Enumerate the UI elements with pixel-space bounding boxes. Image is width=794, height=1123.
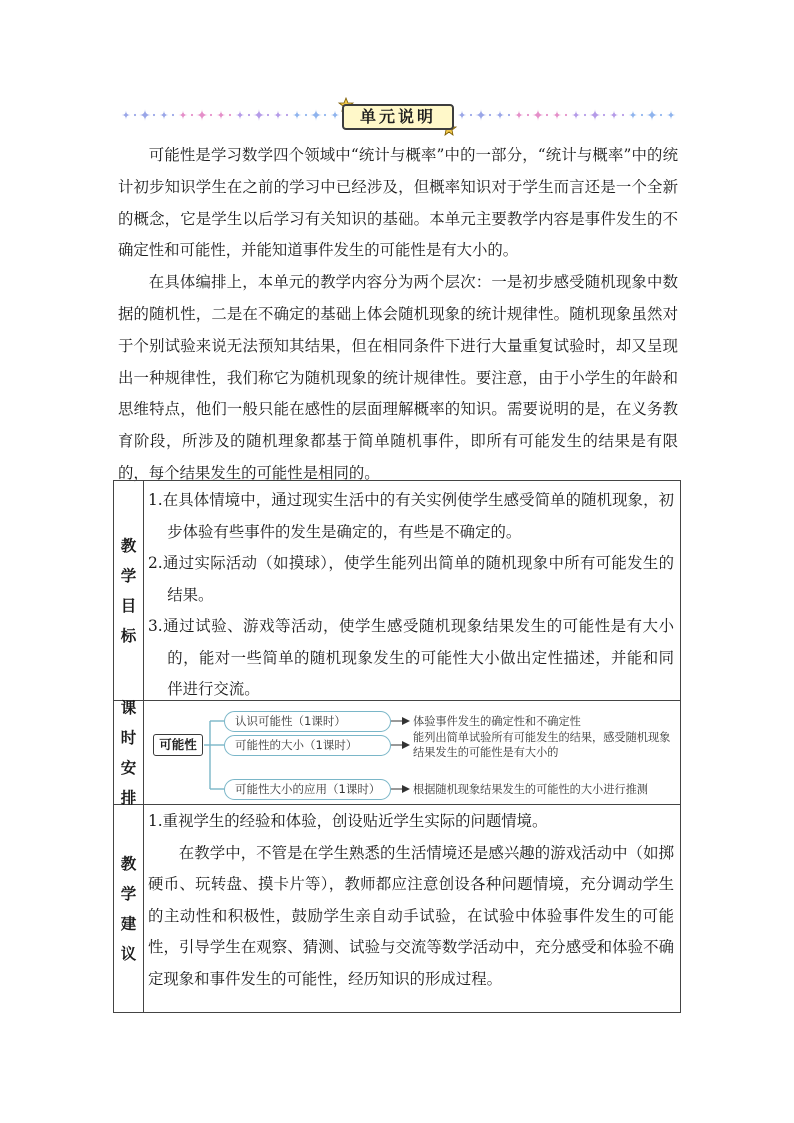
intro-paragraph: 可能性是学习数学四个领域中“统计与概率”中的一部分，“统计与概率”中的统计初步知识学生在之前的学习中已经涉及，但概率知识对于学生而言还是一个全新的概念，它是学生以后学习有关知识的基础。本单元主要教学内容是事件发生的不确定性和可能性，并能知道事件发生的可能性是有大小的。 (118, 146, 678, 260)
schedule-branch: 认识可能性（1课时） (224, 711, 391, 732)
sparkle-icon (458, 111, 467, 120)
suggestions-row (114, 805, 680, 1012)
unit-table (113, 480, 681, 1013)
dot-icon (489, 114, 491, 116)
arrow-right-icon (402, 785, 410, 793)
goal-item: 1.在具体情境中，通过现实生活中的有关实例使学生感受简单的随机现象，初步体验有些事件的发生是确定的，有些是不确定的。 (148, 491, 674, 541)
suggestion-paragraph: 在教学中，不管是在学生熟悉的生活情境还是感兴趣的游戏活动中（如掷硬币、玩转盘、摸卡片等），教师都应注意创设各种问题情境，充分调动学生的主动性和积极性，鼓励学生亲自动手试验，在试验中体验事件发生的可能性，引导学生在观察、猜测、试验与交流等数学活动中，充分感受和体验不确定现象和事件发生的可能性，经历知识的形成过程。 (148, 843, 674, 988)
sparkle-icon (515, 111, 524, 120)
sparkle-icon (122, 111, 131, 120)
dot-icon (153, 114, 155, 116)
goals-row (114, 481, 680, 701)
suggestions-heading: 教 学 建 议 (114, 805, 144, 1012)
dot-icon (508, 114, 510, 116)
dot-icon (286, 114, 288, 116)
dot-icon (172, 114, 174, 116)
suggestions-content (148, 806, 674, 995)
schedule-desc: 能列出简单试验所有可能发生的结果，感受随机现象结果发生的可能性是有大小的 (413, 731, 671, 759)
intro-text (118, 140, 678, 490)
schedule-desc: 根据随机现象结果发生的可能性的大小进行推测 (413, 783, 648, 796)
sparkle-icon (293, 111, 302, 120)
schedule-heading: 课 时 安 排 (114, 701, 144, 804)
sparkle-icon (496, 111, 505, 120)
dot-icon (210, 114, 212, 116)
sparkle-icon (572, 111, 581, 120)
dot-icon (660, 114, 662, 116)
banner-title: 单元说明 (342, 104, 454, 130)
sparkle-icon (475, 109, 487, 121)
sparkle-icon (310, 109, 322, 121)
schedule-row (114, 698, 680, 807)
dot-icon (267, 114, 269, 116)
sparkle-icon (646, 109, 658, 121)
dot-icon (248, 114, 250, 116)
sparkle-icon (160, 111, 169, 120)
arrow-right-icon (402, 741, 410, 749)
goals-content (148, 485, 674, 706)
schedule-diagram (148, 701, 680, 805)
sparkle-icon (139, 109, 151, 121)
dot-icon (584, 114, 586, 116)
dot-icon (191, 114, 193, 116)
sparkle-icon (236, 111, 245, 120)
dot-icon (622, 114, 624, 116)
sparkle-icon (179, 111, 188, 120)
sparkle-icon (629, 111, 638, 120)
goal-item: 2.通过实际活动（如摸球），使学生能列出简单的随机现象中所有可能发生的结果。 (148, 554, 674, 604)
sparkle-icon (253, 109, 265, 121)
arrow-right-icon (402, 717, 410, 725)
dot-icon (324, 114, 326, 116)
schedule-branch: 可能性的大小（1课时） (224, 735, 391, 756)
sparkle-icon (589, 109, 601, 121)
schedule-desc: 体验事件发生的确定性和不确定性 (413, 715, 581, 728)
sparkle-icon (553, 111, 562, 120)
sparkle-icon (217, 111, 226, 120)
schedule-branch: 可能性大小的应用（1课时） (224, 779, 391, 800)
dot-icon (305, 114, 307, 116)
suggestion-title: 1.重视学生的经验和体验，创设贴近学生实际的问题情境。 (148, 812, 548, 830)
goal-item: 3.通过试验、游戏等活动，使学生感受随机现象结果发生的可能性是有大小的，能对一些简单的随机现象发生的可能性大小做出定性描述，并能和同伴进行交流。 (148, 617, 674, 698)
dot-icon (527, 114, 529, 116)
sparkle-icon (331, 111, 340, 120)
dot-icon (134, 114, 136, 116)
dot-icon (229, 114, 231, 116)
dot-icon (546, 114, 548, 116)
dot-icon (641, 114, 643, 116)
sparkle-icon (610, 111, 619, 120)
sparkle-icon (667, 111, 676, 120)
sparkle-icon (196, 109, 208, 121)
schedule-root: 可能性 (153, 734, 203, 756)
dot-icon (603, 114, 605, 116)
goals-heading: 教 学 目 标 (114, 481, 144, 700)
dot-icon (470, 114, 472, 116)
sparkle-icon (532, 109, 544, 121)
sparkle-icon (274, 111, 283, 120)
intro-paragraph: 在具体编排上，本单元的教学内容分为两个层次：一是初步感受随机现象中数据的随机性，二是在不确定的基础上体会随机现象的统计规律性。随机现象虽然对于个别试验来说无法预知其结果，但在相同条件下进行大量重复试验时，却又呈现出一种规律性，我们称它为随机现象的统计规律性。要注意，由于小学生的年龄和思维特点，他们一般只能在感性的层面理解概率的知识。需要说明的是，在义务教育阶段，所涉及的随机理象都基于简单随机事件，即所有可能发生的结果是有限的，每个结果发生的可能性是相同的。 (118, 273, 678, 482)
dot-icon (565, 114, 567, 116)
